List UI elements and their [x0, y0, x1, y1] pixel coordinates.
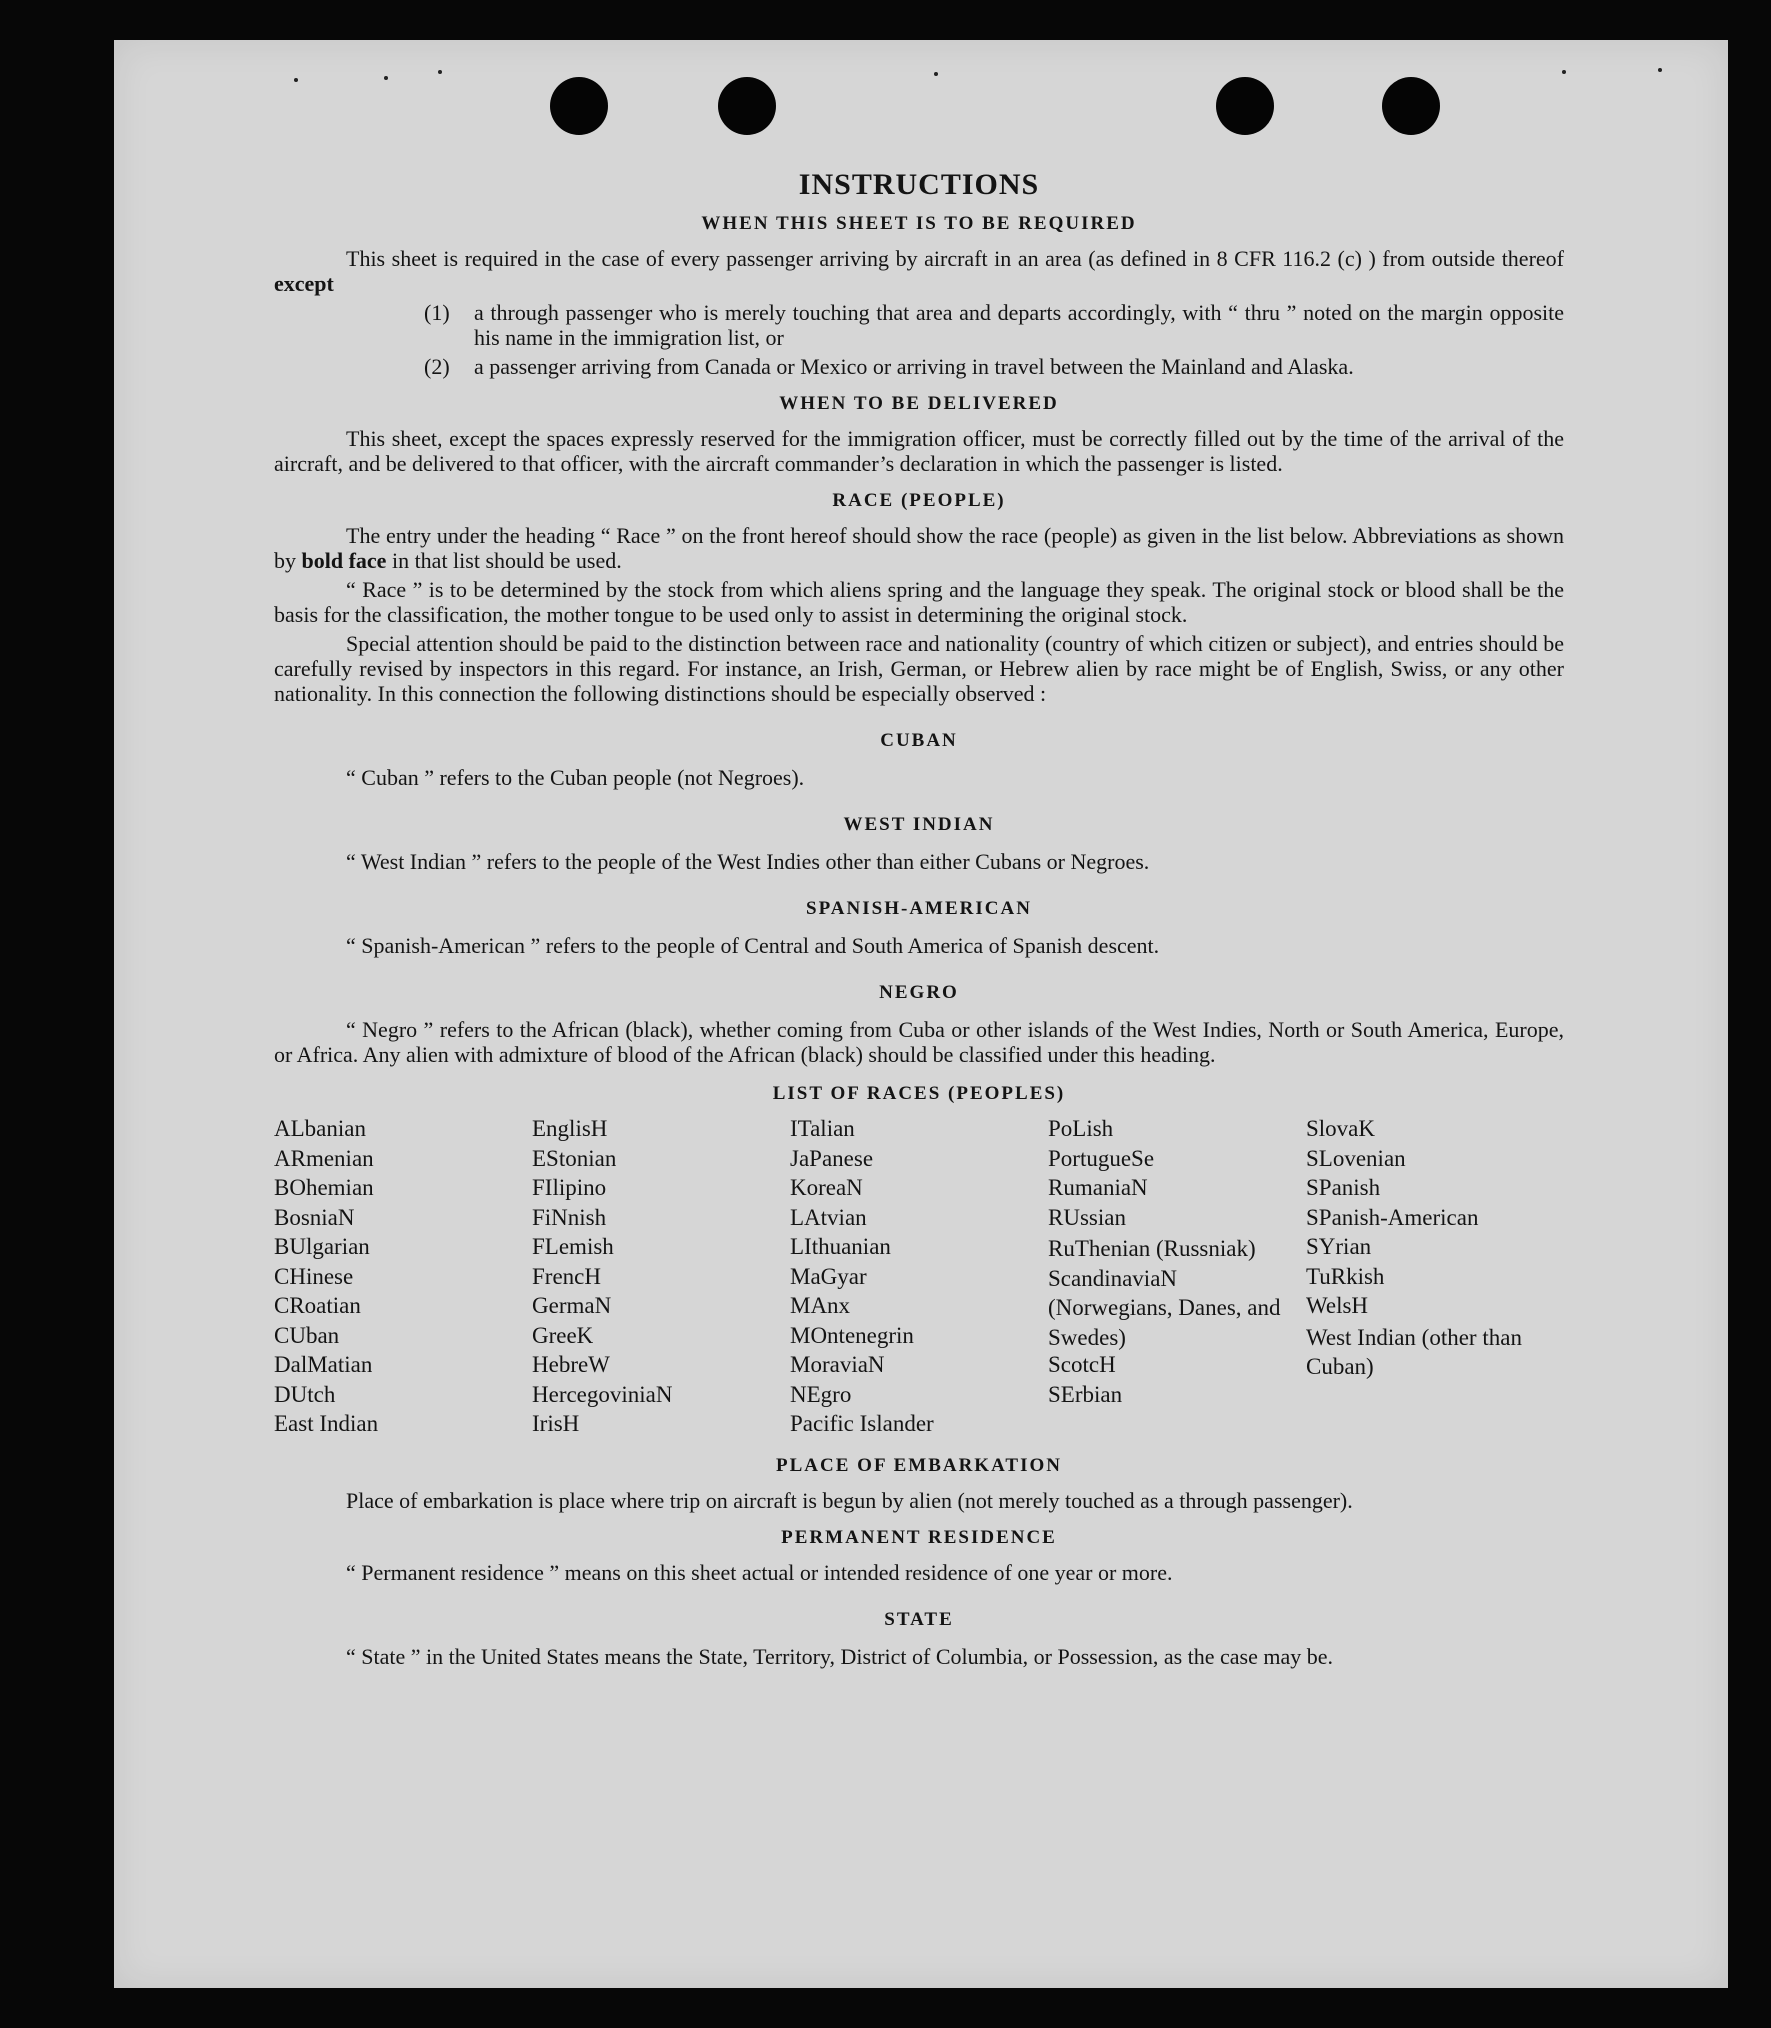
race-entry: ITalian: [790, 1116, 855, 1141]
race-column: [1306, 1116, 1564, 1441]
paragraph-cuban: “ Cuban ” refers to the Cuban people (not Negroes).: [346, 765, 805, 790]
section-heading-cuban: CUBAN: [880, 730, 958, 751]
race-entry: WelsH: [1306, 1293, 1369, 1318]
race-entry: FrencH: [532, 1263, 601, 1289]
race-entry: BOhemian: [274, 1175, 374, 1200]
section-heading-race: RACE (PEOPLE): [832, 490, 1006, 511]
race-entry: RUssian: [1048, 1204, 1126, 1230]
paragraph-text: This sheet is required in the case of every passenger arriving by aircraft in an area (as defined in 8 CFR 116.2 (c) ) from outside thereof: [346, 246, 1564, 271]
race-entry: EnglisH: [532, 1116, 608, 1141]
race-entry: FIlipino: [532, 1175, 607, 1200]
race-entry: SlovaK: [1306, 1116, 1375, 1141]
race-column: [274, 1116, 532, 1441]
race-entry: FiNnish: [532, 1204, 607, 1230]
race-entry: ALbanian: [274, 1116, 366, 1141]
paragraph-race-1: [274, 523, 1564, 573]
race-list: [274, 1116, 1564, 1441]
race-entry: PoLish: [1048, 1116, 1114, 1141]
race-entry: SPanish: [1306, 1175, 1381, 1200]
race-entry: FLemish: [532, 1234, 614, 1259]
race-entry: CRoatian: [274, 1293, 361, 1318]
scan-speck: [384, 76, 388, 80]
paragraph-negro: “ Negro ” refers to the African (black), whether coming from Cuba or other islands of the West Indies, North or South America, Europe, or Africa. Any alien with admixture of blood of the African (black) should be classified under this heading.: [274, 1017, 1564, 1067]
race-entry: SYrian: [1306, 1234, 1372, 1259]
section-heading-residence: PERMANENT RESIDENCE: [781, 1526, 1057, 1548]
race-column: [1048, 1116, 1306, 1441]
race-entry: LAtvian: [790, 1204, 867, 1230]
race-entry: RuThenian (Russniak): [1048, 1236, 1256, 1261]
race-entry: HebreW: [532, 1352, 610, 1377]
race-entry: DalMatian: [274, 1352, 373, 1377]
list-heading-races: LIST OF RACES (PEOPLES): [772, 1083, 1066, 1104]
paragraph-embarkation: Place of embarkation is place where trip on aircraft is begun by alien (not merely touched as a through passenger).: [346, 1487, 1353, 1513]
race-entry: TuRkish: [1306, 1263, 1385, 1289]
exception-item: [424, 300, 1564, 350]
document-page: [114, 40, 1728, 1988]
section-heading-delivered: WHEN TO BE DELIVERED: [779, 393, 1059, 414]
race-entry: CUban: [274, 1322, 340, 1348]
item-text: a passenger arriving from Canada or Mexico or arriving in travel between the Mainland and Alaska.: [474, 354, 1354, 379]
paragraph-required: [274, 246, 1564, 296]
punch-hole: [1216, 77, 1274, 135]
race-entry: GreeK: [532, 1322, 594, 1348]
scan-speck: [934, 72, 938, 76]
race-entry: RumaniaN: [1048, 1175, 1148, 1200]
scan-speck: [1562, 70, 1566, 74]
item-text: a through passenger who is merely touching that area and departs accordingly, with “ thru ” noted on the margin opposite his name in the immigration list, or: [474, 300, 1564, 350]
race-entry: East Indian: [274, 1411, 379, 1436]
scan-speck: [1658, 68, 1662, 72]
race-entry: MAnx: [790, 1293, 851, 1318]
section-heading-west-indian: WEST INDIAN: [843, 814, 995, 835]
race-entry: NEgro: [790, 1381, 852, 1407]
race-entry: GermaN: [532, 1293, 612, 1318]
race-column: [790, 1116, 1048, 1441]
item-number: (2): [424, 354, 450, 379]
race-entry: BUlgarian: [274, 1234, 370, 1259]
race-entry: PortugueSe: [1048, 1145, 1155, 1171]
race-entry: ScotcH: [1048, 1352, 1116, 1377]
punch-hole: [550, 77, 608, 135]
race-entry: SPanish-American: [1306, 1204, 1479, 1230]
instructions-content: [274, 168, 1564, 1673]
race-entry: BosniaN: [274, 1204, 355, 1230]
section-heading-negro: NEGRO: [879, 982, 959, 1003]
paragraph-text: in that list should be used.: [391, 548, 622, 573]
race-entry: Pacific Islander: [790, 1411, 934, 1436]
item-number: (1): [424, 300, 450, 325]
paragraph-text: The entry under the heading “ Race ” on the front hereof should show the race (people) as given in the list below. Abbreviations as shown by: [274, 523, 1564, 573]
exception-item: [424, 354, 1564, 379]
paragraph-west-indian: “ West Indian ” refers to the people of the West Indies other than either Cubans or Negroes.: [346, 849, 1150, 874]
race-entry: CHinese: [274, 1263, 354, 1289]
paragraph-race-3: Special attention should be paid to the distinction between race and nationality (country of which citizen or subject), and entries should be carefully revised by inspectors in this regard. For instance, an Irish, German, or Hebrew alien by race might be of English, Swiss, or any other nationality. In this connection the following distinctions should be especially observed :: [274, 631, 1564, 706]
paragraph-race-2: “ Race ” is to be determined by the stock from which aliens spring and the language they speak. The original stock or blood shall be the basis for the classification, the mother tongue to be used only to assist in determining the original stock.: [274, 577, 1564, 627]
paragraph-residence: “ Permanent residence ” means on this sheet actual or intended residence of one year or more.: [346, 1559, 1173, 1585]
race-entry: KoreaN: [790, 1175, 863, 1200]
section-heading-spanish-american: SPANISH-AMERICAN: [806, 898, 1032, 919]
paragraph-state: “ State ” in the United States means the State, Territory, District of Columbia, or Possession, as the case may be.: [346, 1643, 1334, 1669]
punch-hole: [1382, 77, 1440, 135]
paragraph-spanish-american: “ Spanish-American ” refers to the people of Central and South America of Spanish descent.: [346, 933, 1160, 958]
race-entry: JaPanese: [790, 1145, 874, 1171]
emphasis-bold-face: bold face: [301, 548, 387, 573]
emphasis-except: except: [274, 271, 334, 296]
race-entry: SLovenian: [1306, 1145, 1406, 1171]
race-entry: HercegoviniaN: [532, 1381, 673, 1407]
race-entry: MaGyar: [790, 1263, 867, 1289]
race-column: [532, 1116, 790, 1441]
race-entry: IrisH: [532, 1411, 580, 1436]
scan-speck: [438, 70, 442, 74]
race-entry: DUtch: [274, 1381, 336, 1407]
scan-speck: [294, 78, 298, 82]
race-entry: LIthuanian: [790, 1234, 891, 1259]
page-title: INSTRUCTIONS: [798, 168, 1040, 201]
section-heading-embarkation: PLACE OF EMBARKATION: [776, 1454, 1062, 1476]
race-entry: West Indian (other than Cuban): [1306, 1324, 1522, 1379]
race-entry: EStonian: [532, 1145, 617, 1171]
section-heading-state: STATE: [884, 1608, 954, 1630]
section-heading-required: WHEN THIS SHEET IS TO BE REQUIRED: [701, 213, 1137, 234]
race-entry: MoraviaN: [790, 1352, 885, 1377]
punch-hole: [718, 77, 776, 135]
paragraph-delivered: This sheet, except the spaces expressly reserved for the immigration officer, must be correctly filled out by the time of the arrival of the aircraft, and be delivered to that officer, with the aircraft commander’s declaration in which the passenger is listed.: [274, 426, 1564, 476]
race-entry: MOntenegrin: [790, 1322, 914, 1348]
race-entry: ScandinaviaN (Norwegians, Danes, and Swedes): [1048, 1265, 1281, 1350]
race-entry: SErbian: [1048, 1381, 1123, 1407]
race-entry: ARmenian: [274, 1145, 374, 1171]
